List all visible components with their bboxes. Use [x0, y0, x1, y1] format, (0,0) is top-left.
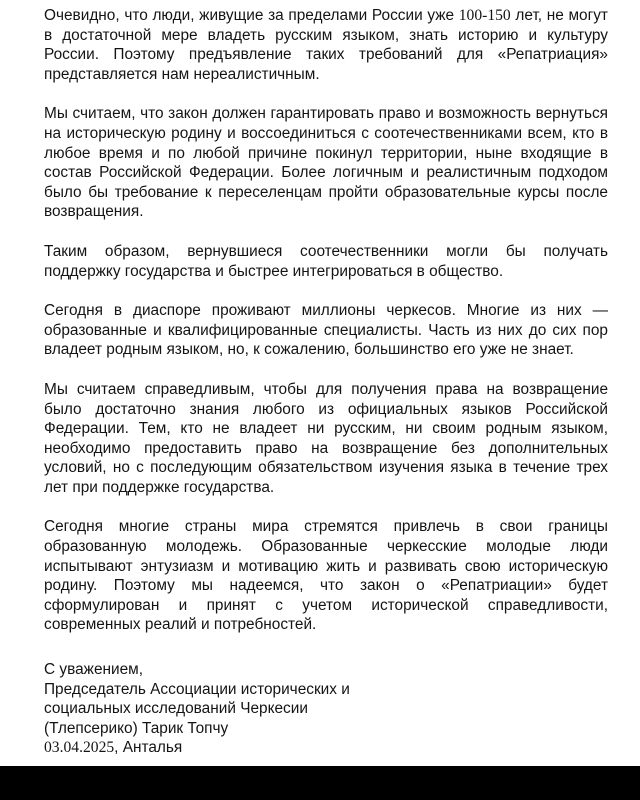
paragraph-4: Сегодня в диаспоре проживают миллионы черкесов. Многие из них — образованные и квалифицированные специалисты. Часть из них до сих пор владеет родным языком, но, к сожалению, большинство его уже не знает.: [44, 302, 608, 359]
paragraph-5: Мы считаем справедливым, чтобы для получения права на возвращение было достаточно знания любого из официальных языков Российской Федерации. Тем, кто не владеет ни русским, ни своим родным языком, необходимо предоставить право на возвращение без дополнительных условий, но с последующим обязательством изучения языка в течение трех лет при поддержке государства.: [44, 380, 608, 496]
paragraph-3: Таким образом, вернувшиеся соотечественники могли бы получать поддержку государства и быстрее интегрироваться в общество.: [44, 242, 608, 280]
bottom-black-bar: [0, 766, 640, 800]
paragraph-2: Мы считаем, что закон должен гарантировать право и возможность вернуться на историческую родину и воссоединиться с соотечественниками всем, кто в любое время и по любой причине покинул территории, ныне входящие в состав Российской Федерации. Более логичным и реалистичным подходом было бы требование к переселенцам пройти образовательные курсы после возвращения.: [44, 105, 608, 221]
years-range: 100-150: [458, 7, 511, 24]
letter-body: [44, 6, 608, 758]
paragraph-6: Сегодня многие страны мира стремятся привлечь в свои границы образованную молодежь. Образованные черкесские молодые люди испытывают энтузиазм и мотивацию жить и развивать свою историческую родину. Поэтому мы надеемся, что закон о «Репатриации» будет сформулирован и принят с учетом исторической справедливости, современных реалий и потребностей.: [44, 518, 608, 634]
paragraph-1-end: лет, не могут в достаточной мере владеть русским языком, знать историю и культуру России. Поэтому предъявление таких требований для «Репатриация» представляется нам нереалистичным.: [44, 7, 608, 83]
greeting: С уважением,: [44, 661, 144, 679]
signature-block: [44, 660, 608, 758]
date-place-line: [44, 738, 608, 758]
letter-date: 03.04.2025: [44, 739, 115, 757]
paragraph-1-start: Очевидно, что люди, живущие за пределами России уже: [44, 7, 459, 24]
signer-position-line-1: Председатель Ассоциации исторических и: [44, 680, 350, 698]
signer-name: (Тлепсерико) Тарик Топчу: [44, 719, 229, 737]
paragraph-1: [44, 6, 608, 84]
signer-position-line-2: социальных исследований Черкесии: [44, 700, 308, 718]
letter-place: , Анталья: [114, 739, 183, 757]
